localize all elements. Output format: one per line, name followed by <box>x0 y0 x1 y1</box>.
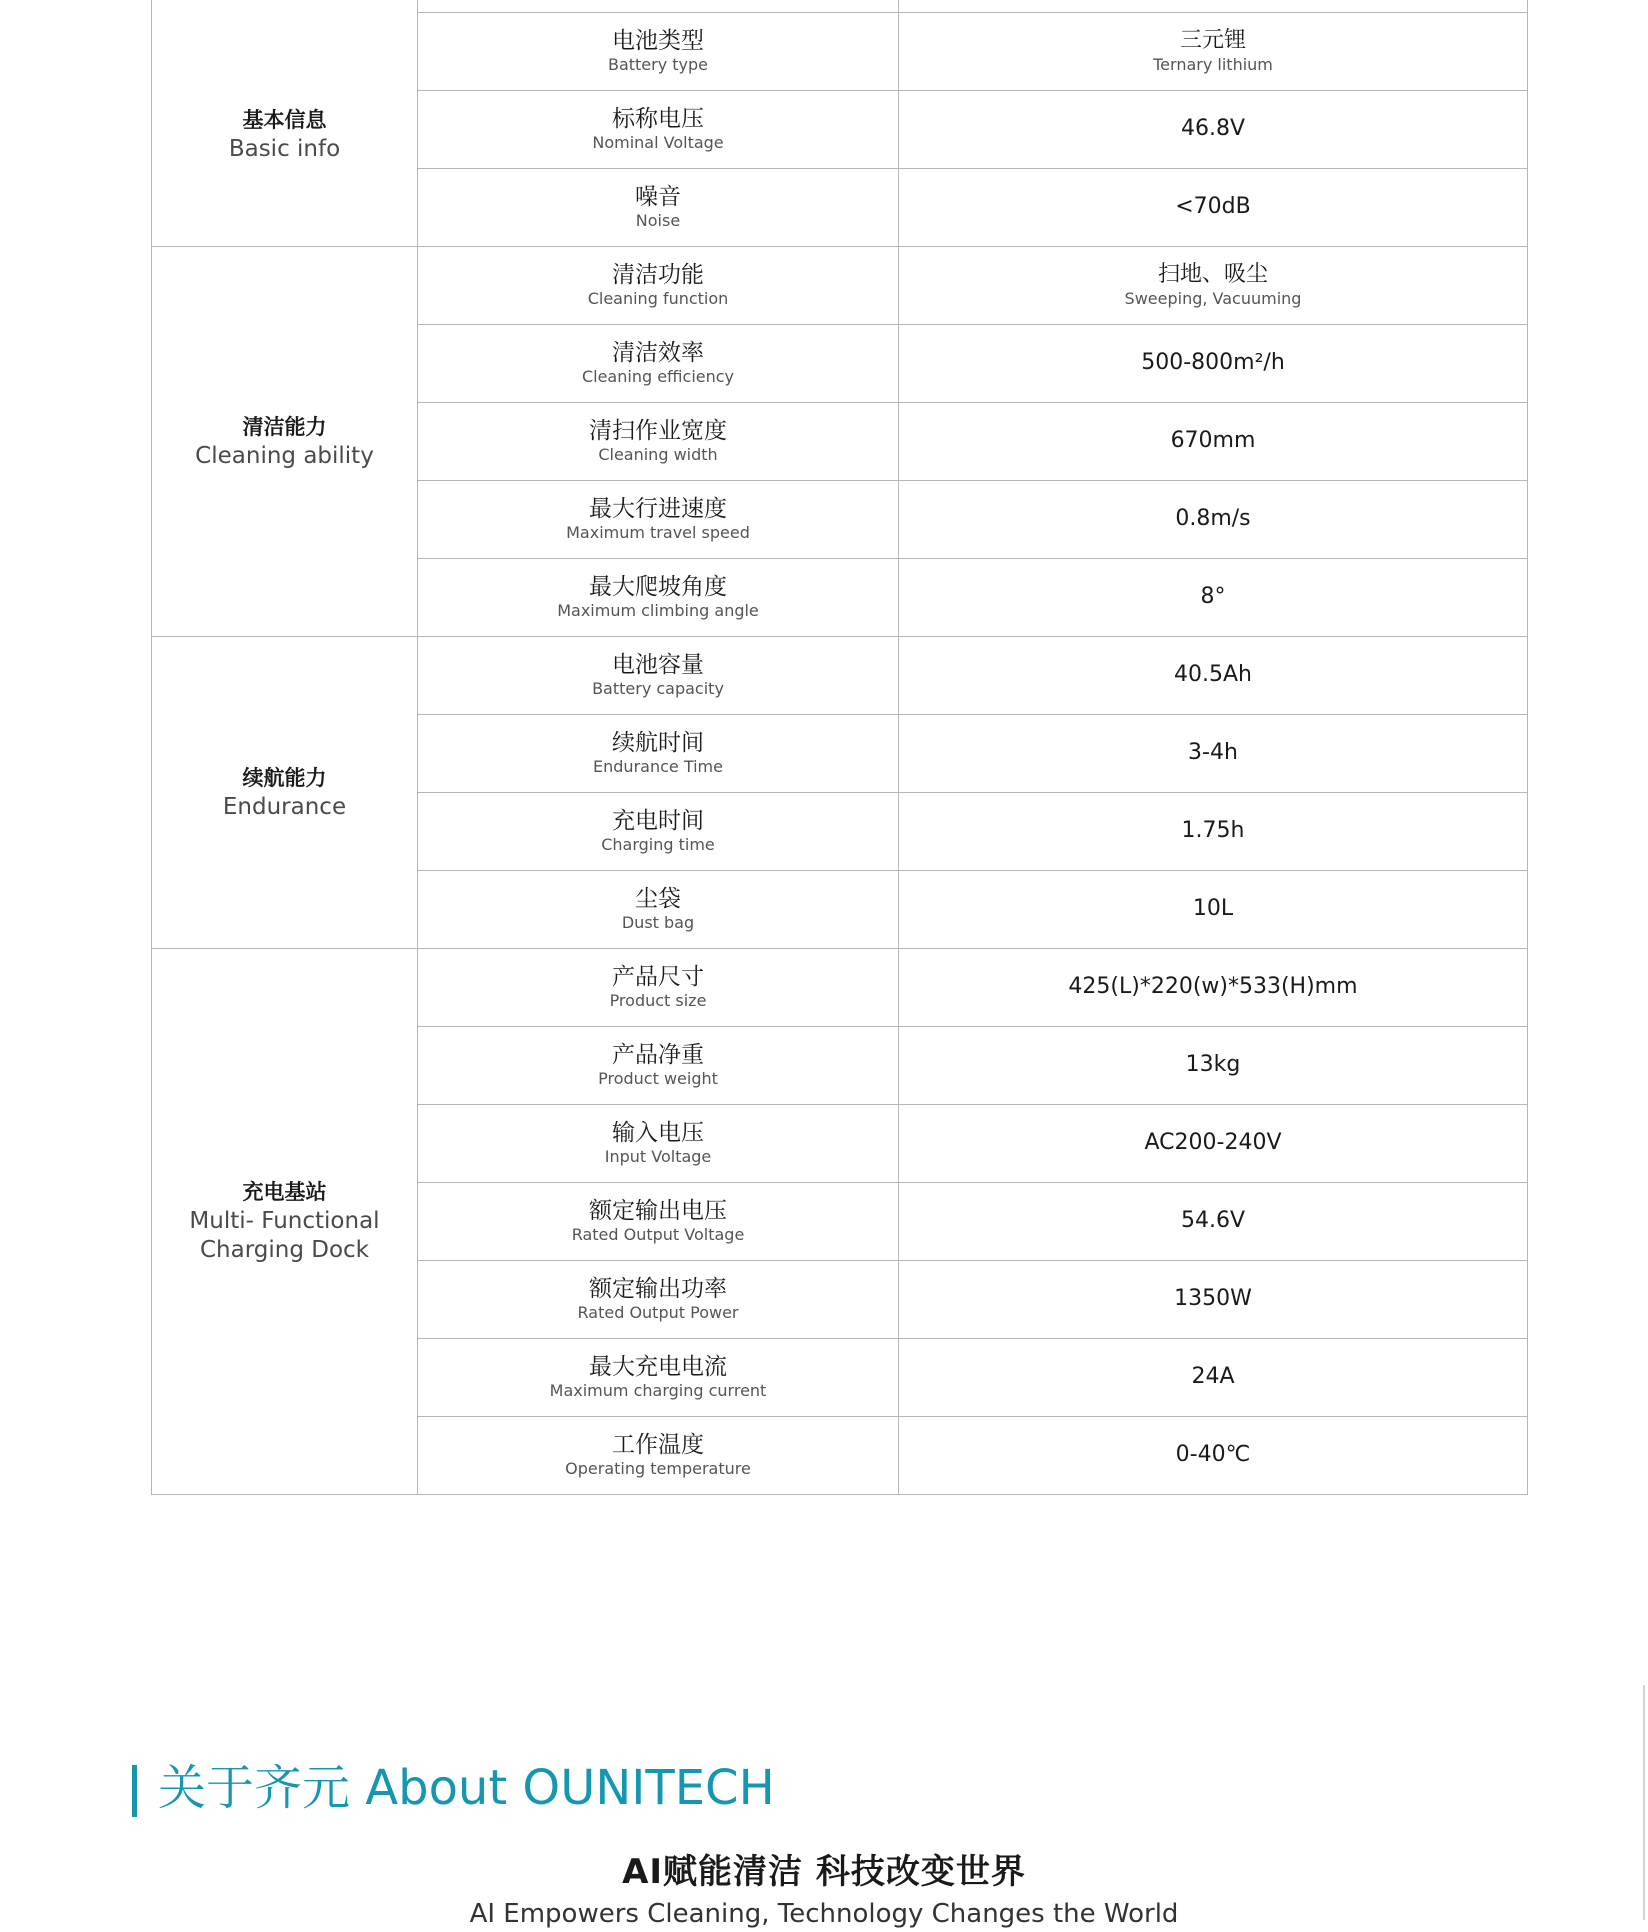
param-cell <box>418 90 899 168</box>
param-name-zh: 输入电压 <box>612 1120 704 1146</box>
param-cell <box>418 948 899 1026</box>
param-value: 3-4h <box>1188 740 1238 765</box>
param-cell <box>418 246 899 324</box>
param-name-en: Cleaning function <box>587 289 729 308</box>
param-name-zh: 产品净重 <box>612 1042 704 1068</box>
section-accent-bar <box>132 1765 137 1817</box>
value-cell <box>899 1182 1528 1260</box>
param-name-zh: 尘袋 <box>635 886 681 912</box>
param-name-en: Product size <box>609 991 707 1010</box>
param-value: 500-800m²/h <box>1141 350 1285 375</box>
param-cell <box>418 714 899 792</box>
param-name-zh: 额定输出功率 <box>589 1276 727 1302</box>
param-name-en: Input Voltage <box>604 1147 712 1166</box>
param-name-zh: 电池容量 <box>612 652 704 678</box>
category-title-zh: 清洁能力 <box>242 414 327 439</box>
value-cell <box>899 1026 1528 1104</box>
param-name-zh: 最大行进速度 <box>589 496 727 522</box>
category-title-en: Cleaning ability <box>195 442 374 469</box>
param-value: 425(L)*220(w)*533(H)mm <box>1068 974 1358 999</box>
param-value: 13kg <box>1185 1052 1241 1077</box>
value-cell <box>899 636 1528 714</box>
param-cell <box>418 636 899 714</box>
param-name-zh: 充电时间 <box>612 808 704 834</box>
category-cell <box>152 636 418 948</box>
value-cell <box>899 12 1528 90</box>
param-cell <box>418 870 899 948</box>
param-value-en: Sweeping, Vacuuming <box>1124 289 1302 308</box>
param-value: 扫地、吸尘 <box>1157 262 1268 287</box>
param-name-en: Maximum travel speed <box>566 523 750 542</box>
slogan-zh: AI赋能清洁 科技改变世界 <box>622 1852 1026 1892</box>
param-cell <box>418 1260 899 1338</box>
category-title-en: Multi- Functional Charging Dock <box>189 1208 380 1263</box>
param-value: 1350W <box>1174 1286 1252 1311</box>
param-name-zh: 最大爬坡角度 <box>589 574 727 600</box>
param-name-zh: 工作温度 <box>612 1432 704 1458</box>
param-name-en: Maximum charging current <box>549 1381 767 1400</box>
param-value: 46.8V <box>1180 116 1246 141</box>
param-cell <box>418 168 899 246</box>
value-cell <box>899 168 1528 246</box>
value-cell <box>899 0 1528 12</box>
category-title-zh: 续航能力 <box>242 765 327 790</box>
param-name-en: Dust bag <box>621 913 695 932</box>
param-cell <box>418 1338 899 1416</box>
param-name-en: Noise <box>635 211 681 230</box>
param-value: 40.5Ah <box>1174 662 1252 687</box>
param-value: 0-40℃ <box>1175 1442 1251 1467</box>
param-name-en: Battery type <box>607 55 709 74</box>
value-cell <box>899 714 1528 792</box>
param-cell <box>418 1104 899 1182</box>
param-cell <box>418 558 899 636</box>
param-name-en: Rated Output Power <box>577 1303 739 1322</box>
param-name-en: Operating temperature <box>565 1459 751 1478</box>
param-name-zh: 清扫作业宽度 <box>589 418 727 444</box>
param-name-zh: 最大充电电流 <box>589 1354 727 1380</box>
param-value: 8° <box>1200 584 1226 609</box>
param-name-en: Charging time <box>601 835 715 854</box>
param-name-zh: 续航时间 <box>612 730 704 756</box>
table-row <box>152 636 1528 714</box>
value-cell <box>899 558 1528 636</box>
param-value: 24A <box>1191 1364 1235 1389</box>
value-cell <box>899 792 1528 870</box>
param-name-en: Rated Output Voltage <box>571 1225 745 1244</box>
param-name-zh: 标称电压 <box>612 106 704 132</box>
about-section-title: 关于齐元 About OUNITECH <box>158 1760 775 1816</box>
category-cell <box>152 948 418 1494</box>
value-cell <box>899 402 1528 480</box>
param-value-en: Ternary lithium <box>1153 55 1273 74</box>
param-value: 670mm <box>1170 428 1256 453</box>
slogan-en: AI Empowers Cleaning, Technology Changes the World <box>469 1899 1179 1929</box>
value-cell <box>899 324 1528 402</box>
value-cell <box>899 1260 1528 1338</box>
table-row <box>152 246 1528 324</box>
param-name-en: Cleaning width <box>598 445 718 464</box>
value-cell <box>899 1416 1528 1494</box>
param-value: <70dB <box>1175 194 1251 219</box>
param-value: 10L <box>1192 896 1234 921</box>
param-name-zh: 清洁效率 <box>612 340 704 366</box>
param-name-en: Maximum climbing angle <box>557 601 759 620</box>
param-name-en: Nominal Voltage <box>592 133 724 152</box>
param-cell <box>418 480 899 558</box>
param-cell <box>418 324 899 402</box>
value-cell <box>899 948 1528 1026</box>
param-name-en: Battery capacity <box>592 679 724 698</box>
param-cell <box>418 792 899 870</box>
param-cell <box>418 1182 899 1260</box>
param-cell <box>418 1416 899 1494</box>
category-cell <box>152 0 418 246</box>
param-cell <box>418 0 899 12</box>
param-value: 54.6V <box>1180 1208 1246 1233</box>
param-name-en: Cleaning efficiency <box>581 367 735 386</box>
value-cell <box>899 480 1528 558</box>
value-cell <box>899 870 1528 948</box>
param-name-zh: 清洁功能 <box>612 262 704 288</box>
param-name-zh: 产品尺寸 <box>612 964 704 990</box>
param-value: 三元锂 <box>1179 28 1246 53</box>
spec-table <box>151 0 1528 1495</box>
category-title-en: Basic info <box>228 136 341 163</box>
param-value: 0.8m/s <box>1175 506 1251 531</box>
param-name-zh: 噪音 <box>635 184 681 210</box>
param-value: AC200-240V <box>1144 1130 1282 1155</box>
param-cell <box>418 1026 899 1104</box>
param-value: 1.75h <box>1181 818 1245 843</box>
param-name-en: Product weight <box>598 1069 718 1088</box>
value-cell <box>899 246 1528 324</box>
category-cell <box>152 246 418 636</box>
table-row-stub <box>152 0 1528 12</box>
category-title-en: Endurance <box>222 793 347 820</box>
category-title-zh: 基本信息 <box>242 108 327 133</box>
param-name-en: Endurance Time <box>593 757 723 776</box>
value-cell <box>899 90 1528 168</box>
table-row <box>152 948 1528 1026</box>
param-cell <box>418 402 899 480</box>
param-cell <box>418 12 899 90</box>
category-title-zh: 充电基站 <box>242 1180 327 1204</box>
value-cell <box>899 1338 1528 1416</box>
value-cell <box>899 1104 1528 1182</box>
param-name-zh: 额定输出电压 <box>589 1198 727 1224</box>
param-name-zh: 电池类型 <box>612 28 704 54</box>
